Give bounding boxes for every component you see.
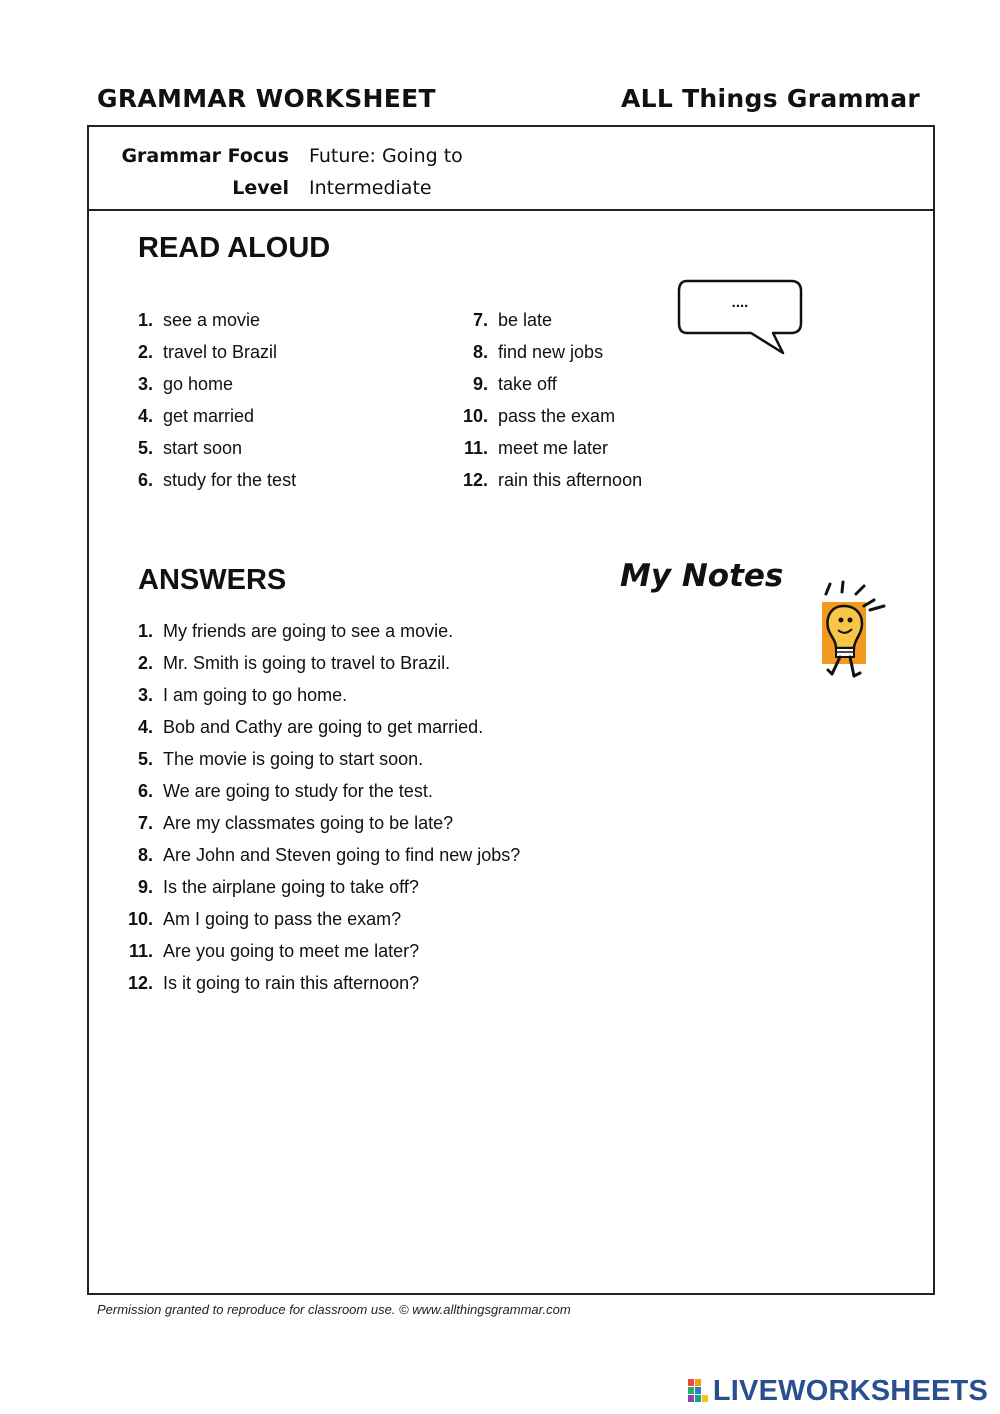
item-text: be late xyxy=(498,310,553,330)
grammar-focus-label: Grammar Focus xyxy=(121,145,289,167)
list-item xyxy=(127,711,607,743)
list-item xyxy=(462,432,722,464)
worksheet-title: GRAMMAR WORKSHEET xyxy=(97,84,436,113)
list-item xyxy=(127,400,427,432)
item-text: get married xyxy=(163,406,255,426)
liveworksheets-icon xyxy=(687,1378,709,1404)
item-number: 10. xyxy=(127,909,153,929)
item-number: 8. xyxy=(472,342,488,362)
item-text: My friends are going to see a movie. xyxy=(163,621,454,641)
item-number: 1. xyxy=(137,621,153,641)
item-number: 10. xyxy=(462,406,488,426)
level-value: Intermediate xyxy=(309,177,432,199)
item-number: 11. xyxy=(128,941,153,961)
list-item xyxy=(462,400,722,432)
my-notes-title: My Notes xyxy=(620,558,784,594)
item-text: The movie is going to start soon. xyxy=(163,749,424,769)
answers-list xyxy=(127,615,607,999)
item-number: 6. xyxy=(137,470,153,490)
item-text: Is it going to rain this afternoon? xyxy=(163,973,420,993)
item-number: 7. xyxy=(137,813,153,833)
list-item xyxy=(127,615,607,647)
item-number: 2. xyxy=(137,342,153,362)
list-item xyxy=(127,647,607,679)
list-item xyxy=(127,368,427,400)
list-item xyxy=(127,336,427,368)
permission-footer: Permission granted to reproduce for classroom use. © www.allthingsgrammar.com xyxy=(97,1302,571,1317)
item-number: 7. xyxy=(472,310,488,330)
list-item xyxy=(127,775,607,807)
item-number: 2. xyxy=(137,653,153,673)
list-item xyxy=(127,807,607,839)
item-number: 8. xyxy=(137,845,153,865)
item-text: take off xyxy=(498,374,557,394)
item-text: Am I going to pass the exam? xyxy=(163,909,402,929)
list-item xyxy=(462,464,722,496)
list-item xyxy=(127,839,607,871)
answers-title: ANSWERS xyxy=(138,564,287,596)
item-text: Are you going to meet me later? xyxy=(163,941,420,961)
item-text: start soon xyxy=(163,438,243,458)
list-item xyxy=(127,967,607,999)
item-text: travel to Brazil xyxy=(163,342,278,362)
list-item xyxy=(127,903,607,935)
list-item xyxy=(127,679,607,711)
item-number: 9. xyxy=(472,374,488,394)
item-number: 4. xyxy=(137,406,153,426)
item-text: pass the exam xyxy=(498,406,616,426)
item-number: 12. xyxy=(127,973,153,993)
read-aloud-title: READ ALOUD xyxy=(138,232,331,264)
item-number: 5. xyxy=(137,749,153,769)
item-number: 9. xyxy=(137,877,153,897)
item-text: Are John and Steven going to find new jobs? xyxy=(163,845,521,865)
speech-bubble-text: .... xyxy=(731,294,749,311)
item-text: find new jobs xyxy=(498,342,604,362)
item-number: 4. xyxy=(137,717,153,737)
liveworksheets-logo-text: LIVEWORKSHEETS xyxy=(712,1374,988,1407)
list-item xyxy=(127,464,427,496)
item-text: go home xyxy=(163,374,234,394)
item-text: Are my classmates going to be late? xyxy=(163,813,454,833)
lightbulb-icon xyxy=(808,580,892,684)
level-label: Level xyxy=(232,177,289,199)
item-text: Bob and Cathy are going to get married. xyxy=(163,717,484,737)
item-number: 6. xyxy=(137,781,153,801)
item-text: I am going to go home. xyxy=(163,685,348,705)
grammar-focus-value: Future: Going to xyxy=(309,145,463,167)
item-text: We are going to study for the test. xyxy=(163,781,433,801)
list-item xyxy=(127,432,427,464)
item-text: rain this afternoon xyxy=(498,470,643,490)
item-text: Mr. Smith is going to travel to Brazil. xyxy=(163,653,451,673)
publisher-title: ALL Things Grammar xyxy=(620,84,920,113)
item-text: meet me later xyxy=(498,438,609,458)
item-number: 11. xyxy=(463,438,488,458)
list-item xyxy=(127,871,607,903)
item-text: study for the test xyxy=(163,470,297,490)
info-divider xyxy=(89,209,933,211)
item-number: 1. xyxy=(137,310,153,330)
item-text: see a movie xyxy=(163,310,261,330)
read-aloud-list-left xyxy=(127,304,427,496)
list-item xyxy=(127,304,427,336)
item-number: 3. xyxy=(137,374,153,394)
item-number: 12. xyxy=(462,470,488,490)
item-number: 3. xyxy=(137,685,153,705)
item-number: 5. xyxy=(137,438,153,458)
list-item xyxy=(127,743,607,775)
list-item xyxy=(127,935,607,967)
speech-bubble-icon xyxy=(677,279,803,357)
liveworksheets-logo[interactable] xyxy=(687,1374,988,1408)
list-item xyxy=(462,368,722,400)
item-text: Is the airplane going to take off? xyxy=(163,877,419,897)
